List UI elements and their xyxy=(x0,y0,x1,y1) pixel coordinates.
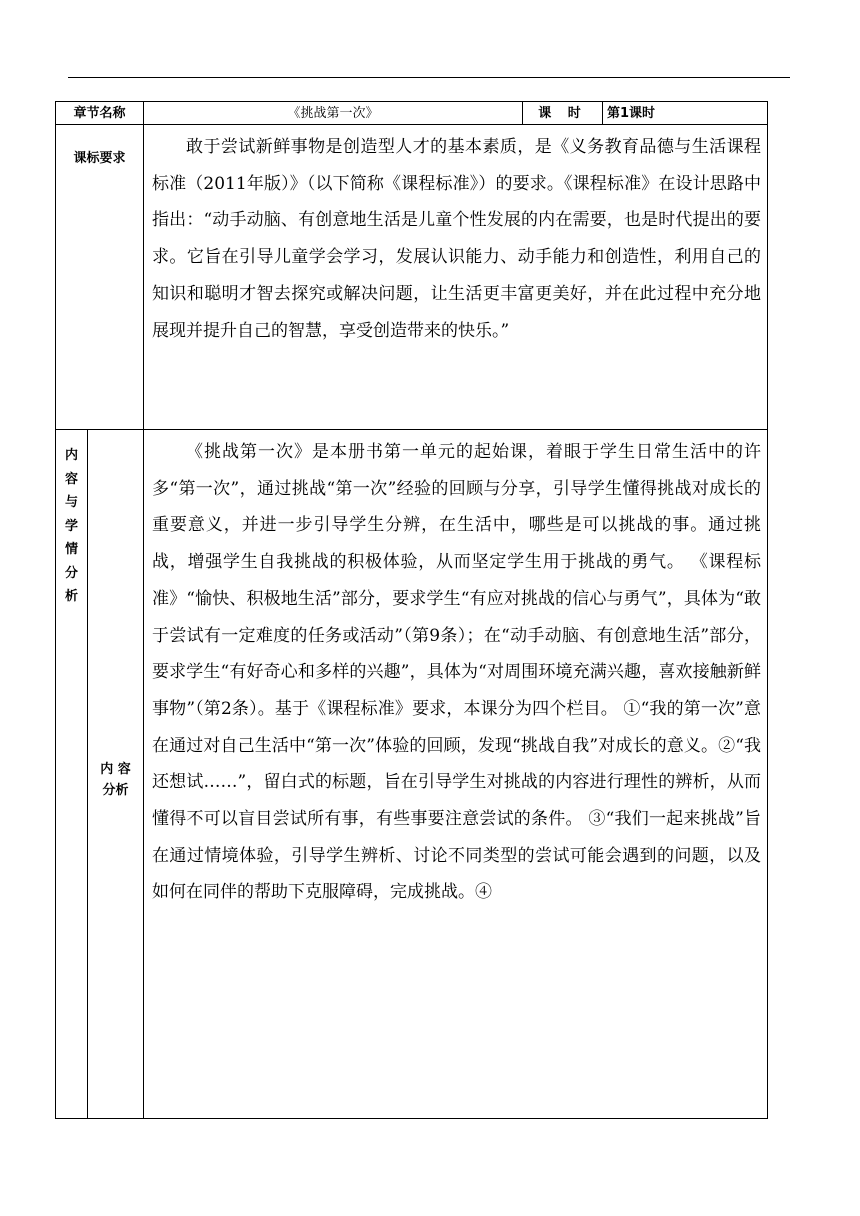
curriculum-row xyxy=(56,125,768,430)
period-value: 第1课时 xyxy=(603,102,768,125)
curriculum-text: 敢于尝试新鲜事物是创造型人才的基本素质，是《义务教育品德与生活课程标准（2011年版）》（以下简称《课程标准》）的要求。《课程标准》在设计思路中指出：“动手动脑、有创意地生活是儿童个性发展的内在需要，也是时代提出的要求。它旨在引导儿童学会学习，发展认识能力、动手能力和创造性，利用自己的知识和聪明才智去探究或解决问题，让生活更丰富更美好，并在此过程中充分地展现并提升自己的智慧，享受创造带来的快乐。” xyxy=(152,137,762,341)
content-analysis-label xyxy=(88,430,144,1119)
analysis-row xyxy=(56,430,768,1119)
analysis-label-char: 分 xyxy=(64,565,78,581)
analysis-label-char: 内 xyxy=(64,448,78,463)
content-analysis-label-line: 内 容 xyxy=(100,762,131,777)
content-analysis-label-line: 分析 xyxy=(102,783,129,798)
chapter-label: 章节名称 xyxy=(56,102,144,125)
table-header-row xyxy=(56,102,768,125)
analysis-label-char: 与 xyxy=(64,495,78,510)
analysis-label-char: 情 xyxy=(64,542,78,557)
curriculum-label: 课标要求 xyxy=(56,125,144,430)
header-rule xyxy=(68,77,790,78)
curriculum-cell xyxy=(144,125,768,430)
period-label: 课 时 xyxy=(523,102,603,125)
lesson-plan-table xyxy=(55,101,768,1119)
analysis-label-char: 析 xyxy=(64,589,78,604)
analysis-label-char: 容 xyxy=(64,471,78,487)
analysis-text: 《挑战第一次》是本册书第一单元的起始课，着眼于学生日常生活中的许多“第一次”，通过挑战“第一次”经验的回顾与分享，引导学生懂得挑战对成长的重要意义，并进一步引导学生分辨，在生活中，哪些是可以挑战的事。通过挑战，增强学生自我挑战的积极体验，从而坚定学生用于挑战的勇气。 《课程标准》“愉快、积极地生活”部分，要求学生“有应对挑战的信心与勇气”，具体为“敢于尝试有一定难度的任务或活动”（第9条）；在“动手动脑、有创意地生活”部分，要求学生“有好奇心和多样的兴趣”，具体为“对周围环境充满兴趣，喜欢接触新鲜事物”（第2条）。基于《课程标准》要求，本课分为四个栏目。 ①“我的第一次”意在通过对自己生活中“第一次”体验的回顾，发现“挑战自我”对成长的意义。②“我还想试……”，留白式的标题，旨在引导学生对挑战的内容进行理性的辨析，从而懂得不可以盲目尝试所有事，有些事要注意尝试的条件。 ③“我们一起来挑战”旨在通过情境体验，引导学生辨析、讨论不同类型的尝试可能会遇到的问题，以及如何在同伴的帮助下克服障碍，完成挑战。④ xyxy=(152,442,762,903)
analysis-cell xyxy=(144,430,768,1119)
analysis-label-char: 学 xyxy=(64,518,78,534)
lesson-title: 《挑战第一次》 xyxy=(144,102,523,125)
analysis-section-label xyxy=(56,430,88,1119)
